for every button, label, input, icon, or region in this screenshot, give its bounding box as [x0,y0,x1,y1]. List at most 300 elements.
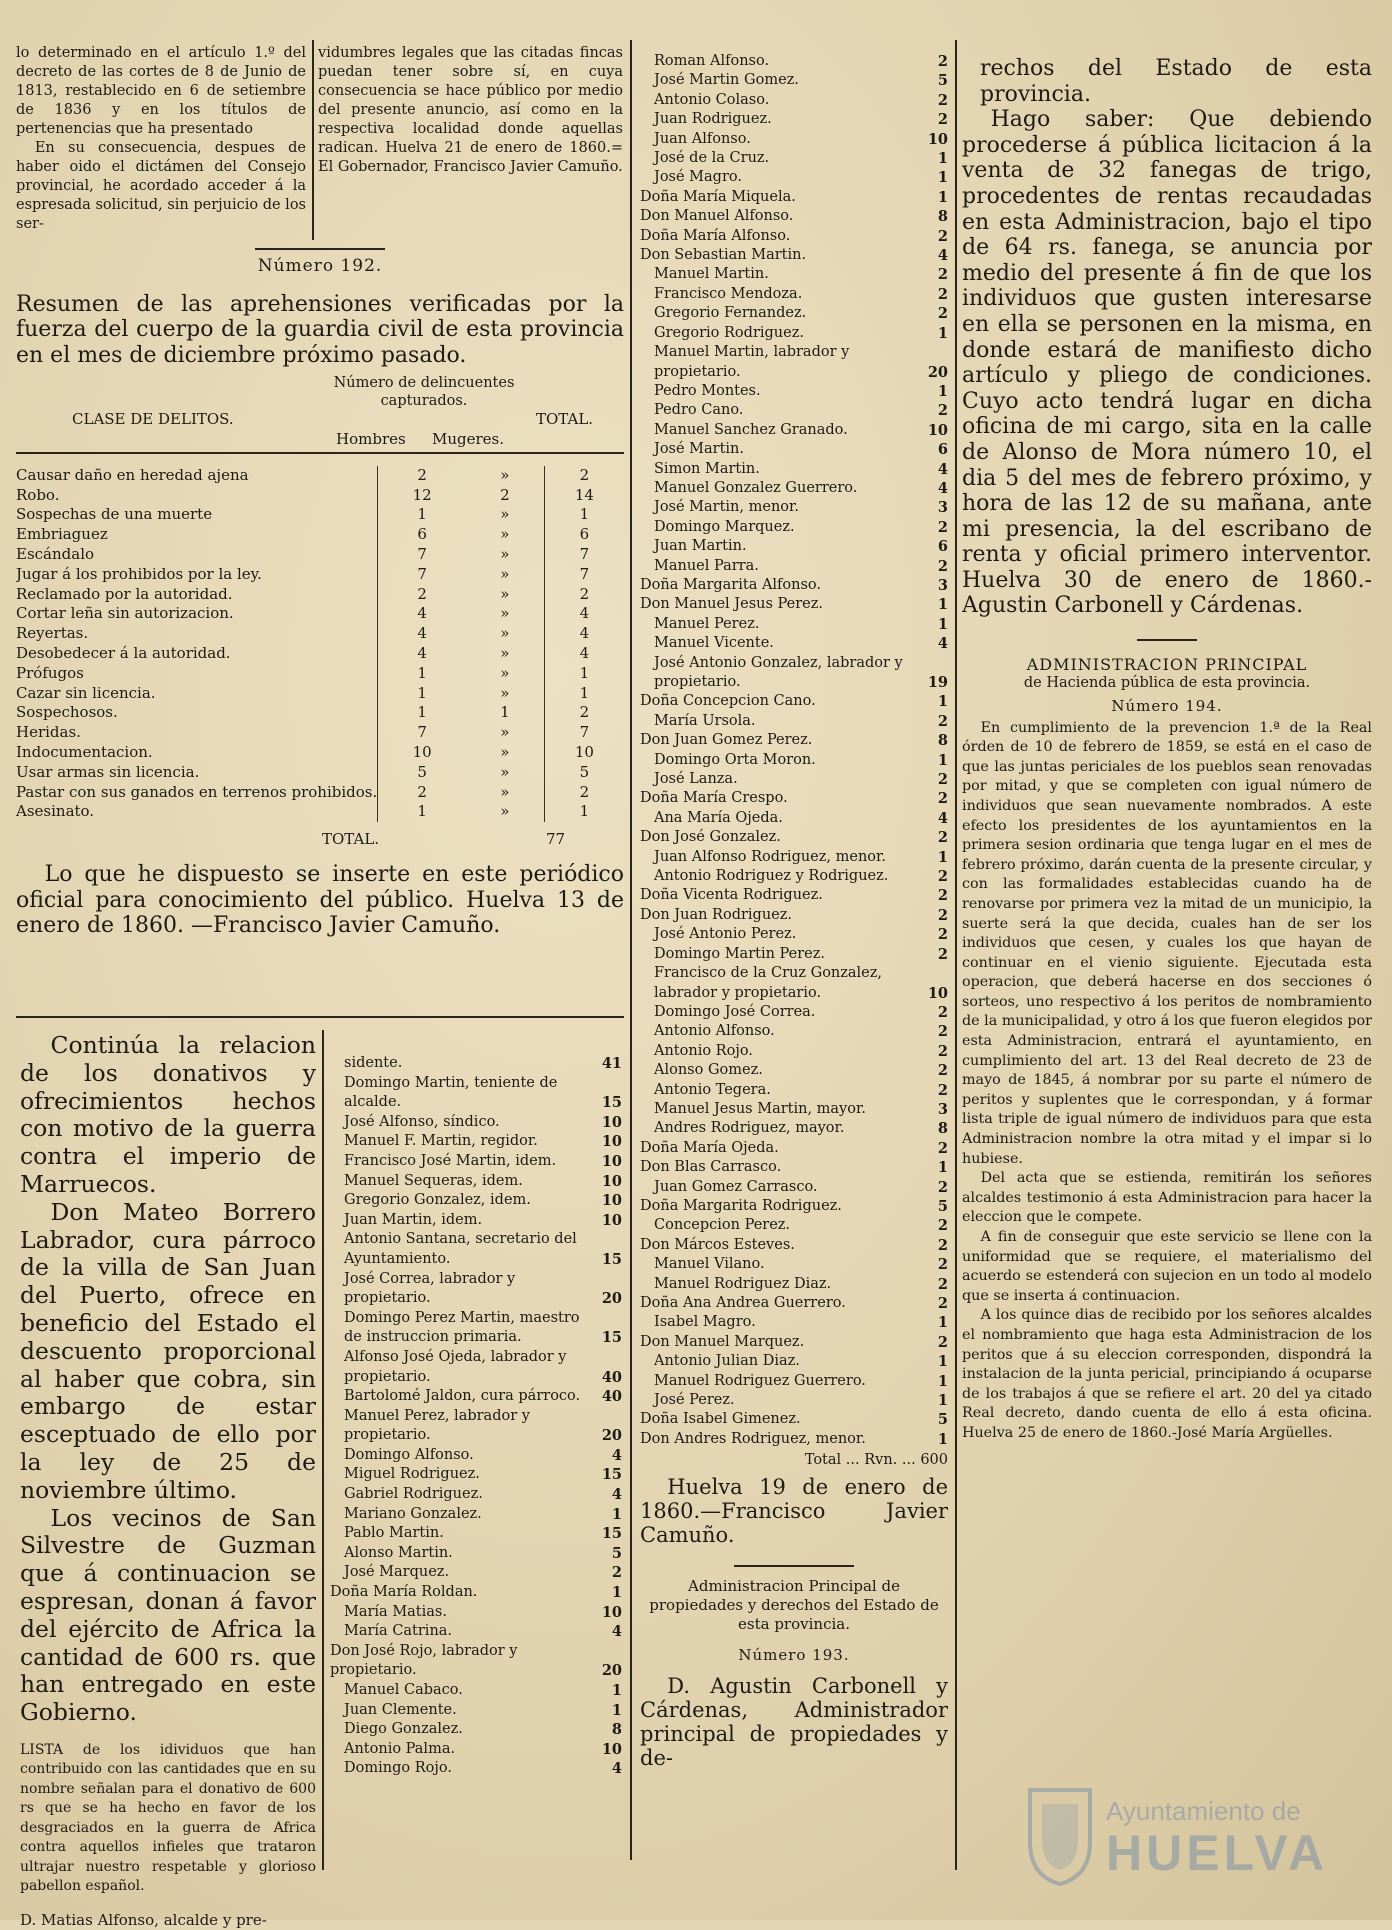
donor-amount: 2 [937,1023,948,1041]
list-item [640,149,948,168]
women-count: » [500,525,510,544]
list-item [330,1387,622,1407]
donor-name: Miguel Rodriguez. [344,1466,480,1483]
donor-amount: 10 [601,1113,622,1131]
list-item [640,1081,948,1100]
crime-name: Heridas. [16,723,81,742]
donor-amount: 5 [937,1411,948,1429]
women-count: » [500,782,510,801]
donor-amount: 2 [937,1295,948,1312]
crime-name: Cazar sin licencia. [16,683,156,702]
women-count: » [500,742,510,761]
donor-name: Doña Margarita Alfonso. [640,576,822,593]
crime-name: Prófugos [16,663,84,682]
donor-amount: 1 [937,848,948,866]
list-item [330,1270,622,1309]
donor-amount: 4 [937,635,948,653]
list-item [330,1740,622,1760]
donor-name: Don Blas Carrasco. [640,1159,782,1176]
donor-name: Doña María Alfonso. [640,227,791,244]
list-item [640,867,948,886]
list-item [640,1391,948,1410]
donor-amount: 2 [937,402,948,420]
donor-list-b [640,52,948,1449]
list-item [640,518,948,537]
list-item [640,207,948,226]
donor-amount: 2 [937,1178,948,1196]
list-item [640,421,948,440]
donor-amount: 2 [937,712,948,730]
donor-name: Isabel Magro. [654,1314,756,1331]
donor-name: Antonio Palma. [344,1740,456,1757]
list-item [640,1236,948,1255]
en-cumplimiento-paragraph: En cumplimiento de la prevencion 1.ª de la Real órden de 10 de febrero de 1859, se está en el caso de que las juntas periciales de los pueblos sean renovadas por mitad, y que se completen con igual número de individuos que sean nuevamente nombrados. A este efecto los presidentes de los ayuntamientos en la primera sesion ordinaria que tenga lugar en el mes de febrero próximo, darán cuenta de la presente circular, y con las formalidades establecidas cuando ha de renovarse por primera vez la mitad de un municipio, la suerte será la que decida, cuales han de ser los individuos que cesen, y cuales los que hayan de continuar en el vienio siguiente. Ejecutada esta operacion, que deberá hacerse en dos secciones ó sorteos, uno respectivo á los peritos de nombramiento de la municipalidad, y otro á los que fueron elegidos por esta Administracion, entrará el ayuntamiento, en cumplimiento del art. 13 del Real decreto de 23 de mayo de 1845, á nombrar por su parte el número de peritos y suplentes que le correspondan, y á formar lista triple de igual número de individuos para que esta Administracion nombre la otra mitad y el impar si lo hubiese. [962,719,1372,1167]
total-count: 2 [544,783,624,803]
list-item [640,751,948,770]
donor-amount: 20 [601,1427,622,1445]
donor-name: Doña Ana Andrea Guerrero. [640,1295,846,1311]
crime-name: Causar daño en heredad ajena [16,465,249,484]
donor-amount: 3 [937,576,948,594]
donor-amount: 1 [937,751,948,769]
list-item [330,1074,622,1113]
women-count: » [500,663,510,682]
men-count: 5 [378,763,466,783]
list-item [640,886,948,905]
donor-amount: 4 [611,1446,622,1464]
header-mugeres: Mugeres. [432,430,505,449]
donor-name: Alonso Gomez. [654,1062,763,1079]
col4-continuation: rechos del Estado de esta provincia. [980,56,1372,107]
men-count: 7 [378,723,466,743]
donor-amount: 1 [937,1159,948,1177]
table-row [16,644,624,664]
donor-name: Gregorio Fernandez. [654,305,807,322]
donor-amount: 2 [937,945,948,963]
list-item [330,1309,622,1348]
donor-name: Antonio Santana, secretario del Ayuntamiento. [344,1231,577,1267]
table-row [16,664,624,684]
women-count: » [500,802,510,821]
admin1-heading: Administracion Principal de propiedades y derechos del Estado de esta provincia. [649,1576,939,1633]
article-number: Número 192. [257,255,383,276]
donor-name: Don José Gonzalez. [640,829,781,846]
donor-amount: 4 [611,1760,622,1778]
table-row [16,723,624,743]
list-item [640,906,948,925]
donor-name: José Correa, labrador y propietario. [344,1270,516,1307]
men-count: 1 [378,703,466,723]
donor-name: Manuel Sequeras, idem. [344,1172,523,1189]
men-count: 12 [378,486,466,506]
donor-name: María Catrina. [344,1623,453,1640]
donor-name: María Matias. [344,1603,447,1620]
women-count: » [500,683,510,702]
admin2-subtitle: de Hacienda pública de esta provincia. [1023,674,1311,691]
donor-amount: 10 [601,1211,622,1229]
table-row [16,466,624,486]
donor-name: Manuel Rodriguez Guerrero. [654,1372,866,1389]
list-item [640,130,948,149]
donor-amount: 8 [937,732,948,750]
donor-amount: 2 [937,887,948,905]
total-count: 14 [544,486,624,506]
donor-name: Don Juan Gomez Perez. [640,732,813,749]
list-item [640,110,948,129]
a-los-paragraph: A los quince dias de recibido por los señores alcaldes el nombramiento que haga esta Administracion de los peritos que á su eleccion corresponden, dispondrá la instalacion de la junta pericial, principiando á ocuparse de los trabajos á que se refiere el art. 20 del ya citado Real decreto, dando cuenta de ello á esta oficina. Huelva 25 de enero de 1860.-José María Argüelles. [962,1307,1372,1441]
men-count: 6 [378,525,466,545]
total-count: 5 [544,763,624,783]
list-item [640,460,948,479]
donor-amount: 2 [937,227,948,245]
donor-amount: 4 [937,809,948,827]
crime-name: Pastar con sus ganados en terrenos prohibidos. [16,782,378,801]
hago-saber-paragraph: Hago saber: Que debiendo procederse á pública licitacion á la venta de 32 fanegas de trigo, procedentes de rentas recaudadas en esta Administracion, bajo el tipo de 64 rs. fanega, se anuncia por medio del presente á fin de que los individuos que gusten interesarse en ella se personen en la misma, en donde estará de manifiesto dicho artículo y pliego de condiciones. Cuyo acto tendrá lugar en dicha oficina de mi cargo, sita en la calle de Alonso de Mora número 10, el dia 5 del mes de febrero próximo, y hora de las 12 de su mañana, ante mi presencia, la del escribano de renta y oficial primero interventor. Huelva 30 de enero de 1860.-Agustin Carbonell y Cárdenas. [962,107,1372,619]
men-count: 1 [378,664,466,684]
women-count: » [500,604,510,623]
donor-name: Domingo Martin Perez. [654,945,825,962]
donor-name: José Martin, menor. [654,499,799,516]
list-item [640,712,948,731]
donor-name: Mariano Gonzalez. [344,1505,482,1522]
donor-name: Manuel Martin. [654,266,769,283]
donor-name: Domingo Perez Martin, maestro de instruccion primaria. [344,1309,580,1346]
donor-amount: 1 [611,1701,622,1719]
women-count: 2 [500,485,510,504]
donor-amount: 8 [937,208,948,226]
women-count: » [500,584,510,603]
total-count: 7 [544,565,624,585]
article-number: Número 194. [1111,696,1223,715]
table-rule [16,452,624,454]
donor-name: Antonio Rodriguez y Rodriguez. [654,868,889,885]
donor-name: Juan Gomez Carrasco. [654,1178,818,1195]
list-item [330,1132,622,1152]
donor-name: Manuel Jesus Martin, mayor. [654,1100,866,1117]
crime-name: Cortar leña sin autorizacion. [16,604,234,623]
donor-list-b-column [640,52,948,1770]
crime-name: Jugar á los prohibidos por la ley. [16,564,262,583]
donor-name: Antonio Colaso. [654,91,770,108]
donor-name: Manuel Gonzalez Guerrero. [654,479,858,496]
crime-name: Desobedecer á la autoridad. [16,643,231,662]
list-item [640,1352,948,1371]
donor-amount: 5 [937,1197,948,1215]
donor-amount: 4 [937,479,948,497]
donor-amount: 1 [937,1353,948,1371]
donor-amount: 2 [937,266,948,284]
donor-amount: 4 [937,460,948,478]
men-count: 2 [378,783,466,803]
donor-amount: 10 [601,1603,622,1621]
total-count: 7 [544,545,624,565]
table-row [16,624,624,644]
list-item [640,654,948,693]
men-count: 4 [378,604,466,624]
list-item [640,1061,948,1080]
total-count: 1 [544,664,624,684]
donor-name: Ana María Ojeda. [654,809,783,826]
donor-name: Roman Alfonso. [654,53,770,69]
donor-amount: 5 [937,72,948,90]
vecinos-paragraph: Los vecinos de San Silvestre de Guzman que á continuacion se espresan, donan á favor del ejército de Africa la cantidad de 600 rs. que han entregado en este Gobierno. [20,1503,316,1727]
donor-amount: 10 [927,130,948,148]
donor-name: Antonio Rojo. [654,1042,753,1059]
table-row [16,486,624,506]
table-row [16,525,624,545]
column-rule [312,40,314,240]
donor-name: Doña Concepcion Cano. [640,693,816,710]
donor-amount: 2 [937,111,948,129]
donor-name: Don José Rojo, labrador y propietario. [330,1642,518,1679]
donor-name: Alfonso José Ojeda, labrador y propietario. [344,1348,567,1385]
donor-amount: 10 [601,1152,622,1170]
list-item [330,1446,622,1466]
donor-name: Pedro Montes. [654,382,761,399]
men-count: 4 [378,644,466,664]
total-label: TOTAL. [322,830,380,849]
crime-name: Escándalo [16,544,95,563]
donor-name: Francisco José Martin, idem. [344,1152,557,1169]
donor-amount: 2 [937,1236,948,1254]
list-item [330,1113,622,1133]
donor-name: José Antonio Perez. [654,926,797,943]
donor-name: Manuel Rodriguez Diaz. [654,1275,832,1292]
donor-amount: 8 [611,1721,622,1739]
list-item [330,1348,622,1387]
donor-amount: 2 [937,1081,948,1099]
section-rule [16,1016,624,1018]
men-count: 4 [378,624,466,644]
donor-name: Manuel Sanchez Granado. [654,421,848,438]
list-item [640,1313,948,1332]
donor-name: Doña María Crespo. [640,790,788,807]
women-count: » [500,624,510,643]
table-header [16,374,624,452]
donor-amount: 1 [937,1392,948,1410]
women-count: » [500,643,510,662]
donor-name: Don Manuel Marquez. [640,1333,805,1350]
donor-name: Manuel Vilano. [654,1256,765,1273]
donor-name: Don Márcos Esteves. [640,1236,795,1253]
list-item [640,1410,948,1429]
donor-name: Domingo Rojo. [344,1760,452,1777]
list-item [640,324,948,343]
women-count: » [500,465,510,484]
header-clase: CLASE DE DELITOS. [72,410,234,429]
crime-name: Asesinato. [16,802,95,821]
donor-name: Doña María Roldan. [330,1584,478,1601]
list-item [640,188,948,207]
total-count: 4 [544,624,624,644]
donor-name: Manuel F. Martin, regidor. [344,1133,538,1150]
list-item [330,1505,622,1525]
donor-amount: 1 [611,1505,622,1523]
separator-rule [734,1565,854,1567]
donor-amount: 10 [601,1192,622,1210]
list-item [640,343,948,382]
men-count: 10 [378,743,466,763]
donor-name: Don Manuel Jesus Perez. [640,596,823,613]
donor-amount: 1 [937,150,948,168]
crime-name: Reyertas. [16,624,89,643]
donor-name: Manuel Perez. [654,615,760,632]
donor-name: Doña Margarita Rodriguez. [640,1197,842,1214]
donor-name: Doña María Miquela. [640,188,796,205]
crime-name: Usar armas sin licencia. [16,762,200,781]
donor-amount: 41 [601,1055,622,1072]
logo-line2: HUELVA [1106,1825,1329,1881]
donor-name: Don Andres Rodriguez, menor. [640,1430,866,1447]
ayuntamiento-logo [1022,1780,1362,1890]
donor-amount: 2 [937,1217,948,1235]
list-item [330,1191,622,1211]
donor-amount: 2 [937,518,948,536]
total-count: 2 [544,585,624,605]
donor-amount: 1 [937,1430,948,1448]
men-count: 2 [378,466,466,486]
donor-amount: 1 [937,1314,948,1332]
list-item [640,925,948,944]
donor-amount: 8 [937,1120,948,1138]
women-count: » [500,564,510,583]
table-row [16,565,624,585]
donor-amount: 1 [937,169,948,187]
donor-amount: 6 [937,538,948,556]
donor-amount: 20 [601,1290,622,1308]
admin2-title: ADMINISTRACION PRINCIPAL [1026,654,1308,674]
donor-amount: 2 [937,1062,948,1080]
table-row [16,505,624,525]
donor-amount: 15 [601,1525,622,1543]
donor-amount: 4 [611,1486,622,1504]
total-count: 1 [544,505,624,525]
list-item [640,537,948,556]
crime-name: Robo. [16,485,60,504]
total-count: 1 [544,802,624,822]
list-item [640,265,948,284]
list-item [330,1465,622,1485]
women-count: » [500,505,510,524]
column-rule [322,1030,324,1870]
donor-amount: 2 [937,91,948,109]
donor-amount: 3 [937,1100,948,1118]
don-mateo-paragraph: Don Mateo Borrero Labrador, cura párroco de la villa de San Juan del Puerto, ofrece en beneficio del Estado el descuento proporcional al haber que cobra, sin embargo de estar esceptuado de ello por la ley de 25 de noviembre último. [20,1197,316,1504]
list-item [640,634,948,653]
list-item [330,1603,622,1623]
list-item [640,1100,948,1119]
donor-amount: 1 [937,1372,948,1390]
donor-name: Antonio Tegera. [654,1081,771,1098]
list-item [640,1275,948,1294]
list-item [640,595,948,614]
list-item [640,1042,948,1061]
list-item [640,731,948,750]
donor-name: sidente. [344,1055,403,1071]
donor-amount: 10 [601,1133,622,1151]
list-item [640,557,948,576]
donor-amount: 5 [611,1544,622,1562]
donor-list-a [330,1054,622,1779]
donor-amount: 2 [937,829,948,847]
donor-name: Doña Isabel Gimenez. [640,1411,801,1428]
donor-name: Domingo Alfonso. [344,1446,474,1463]
list-item [640,945,948,964]
donor-name: Antonio Julian Diaz. [654,1353,800,1370]
table-row [16,802,624,822]
list-item [330,1152,622,1172]
list-item [640,576,948,595]
list-item [330,1054,622,1074]
article-continuation-right [318,44,623,177]
donor-name: Juan Alfonso Rodriguez, menor. [654,848,886,865]
donor-amount: 15 [601,1250,622,1268]
men-count: 2 [378,585,466,605]
donor-amount: 2 [937,771,948,789]
total-count: 7 [544,723,624,743]
donor-name: Juan Rodriguez. [654,111,772,128]
donor-amount: 1 [937,324,948,342]
donor-name: Don Sebastian Martin. [640,247,807,264]
donor-name: Don Juan Rodriguez. [640,906,792,923]
list-item [640,498,948,517]
list-item [640,1119,948,1138]
total-count: 2 [544,466,624,486]
donor-name: José Marquez. [344,1564,450,1581]
list-item [640,246,948,265]
donor-name: Gregorio Rodriguez. [654,324,804,341]
list-item [330,1720,622,1740]
list-item [640,304,948,323]
list-item [330,1701,622,1721]
total-rvn: Total ... Rvn. ... 600 [804,1452,948,1469]
donor-name: Manuel Perez, labrador y propietario. [344,1407,530,1444]
donor-name: José Lanza. [654,771,738,788]
donor-name: José Antonio Gonzalez, labrador y propietario. [654,654,903,690]
logo-line1: Ayuntamiento de [1106,1796,1301,1826]
donor-name: Francisco de la Cruz Gonzalez, labrador y propietario. [654,965,883,1001]
lo-que-paragraph: Lo que he dispuesto se inserte en este periódico oficial para conocimiento del público. Huelva 13 de enero de 1860. —Francisco Javier Camuño. [16,862,624,939]
donor-name: Andres Rodriguez, mayor. [654,1120,845,1137]
donor-amount: 2 [937,53,948,70]
donor-amount: 20 [927,363,948,381]
donor-name: José Magro. [654,169,742,186]
donor-name: Manuel Cabaco. [344,1682,463,1698]
women-count: » [500,762,510,781]
donor-amount: 2 [937,305,948,323]
donor-name: José Alfonso, síndico. [344,1113,500,1130]
list-item [330,1681,622,1701]
donor-amount: 15 [601,1466,622,1484]
donor-name: Pablo Martin. [344,1525,444,1542]
donor-name: Diego Gonzalez. [344,1721,463,1738]
list-item [330,1172,622,1192]
donor-amount: 2 [611,1564,622,1582]
list-item [640,615,948,634]
donor-name: Gabriel Rodriguez. [344,1486,483,1503]
donor-amount: 2 [937,1256,948,1274]
lista-paragraph: LISTA de los idividuos que han contribuido con las cantidades que en su nombre señalan para el donativo de 600 rs que se ha hecho en favor de los desgraciados en la guerra de Africa contra aquellos infieles que trataron ultrajar nuestro respetable y glorioso pabellon español. [20,1741,316,1895]
list-item [640,1178,948,1197]
crime-name: Indocumentacion. [16,742,153,761]
donor-name: Gregorio Gonzalez, idem. [344,1192,531,1209]
article-number: Número 193. [738,1645,850,1664]
donor-name: José Martin. [654,441,745,458]
agustin-paragraph: D. Agustin Carbonell y Cárdenas, Administrador principal de propiedades y de- [640,1673,948,1770]
paragraph: En su consecuencia, despues de haber oido el dictámen del Consejo provincial, he acordado acceder á la espresada solicitud, sin perjuicio de los ser- [16,140,306,232]
donor-amount: 15 [601,1329,622,1347]
donor-amount: 3 [937,499,948,517]
